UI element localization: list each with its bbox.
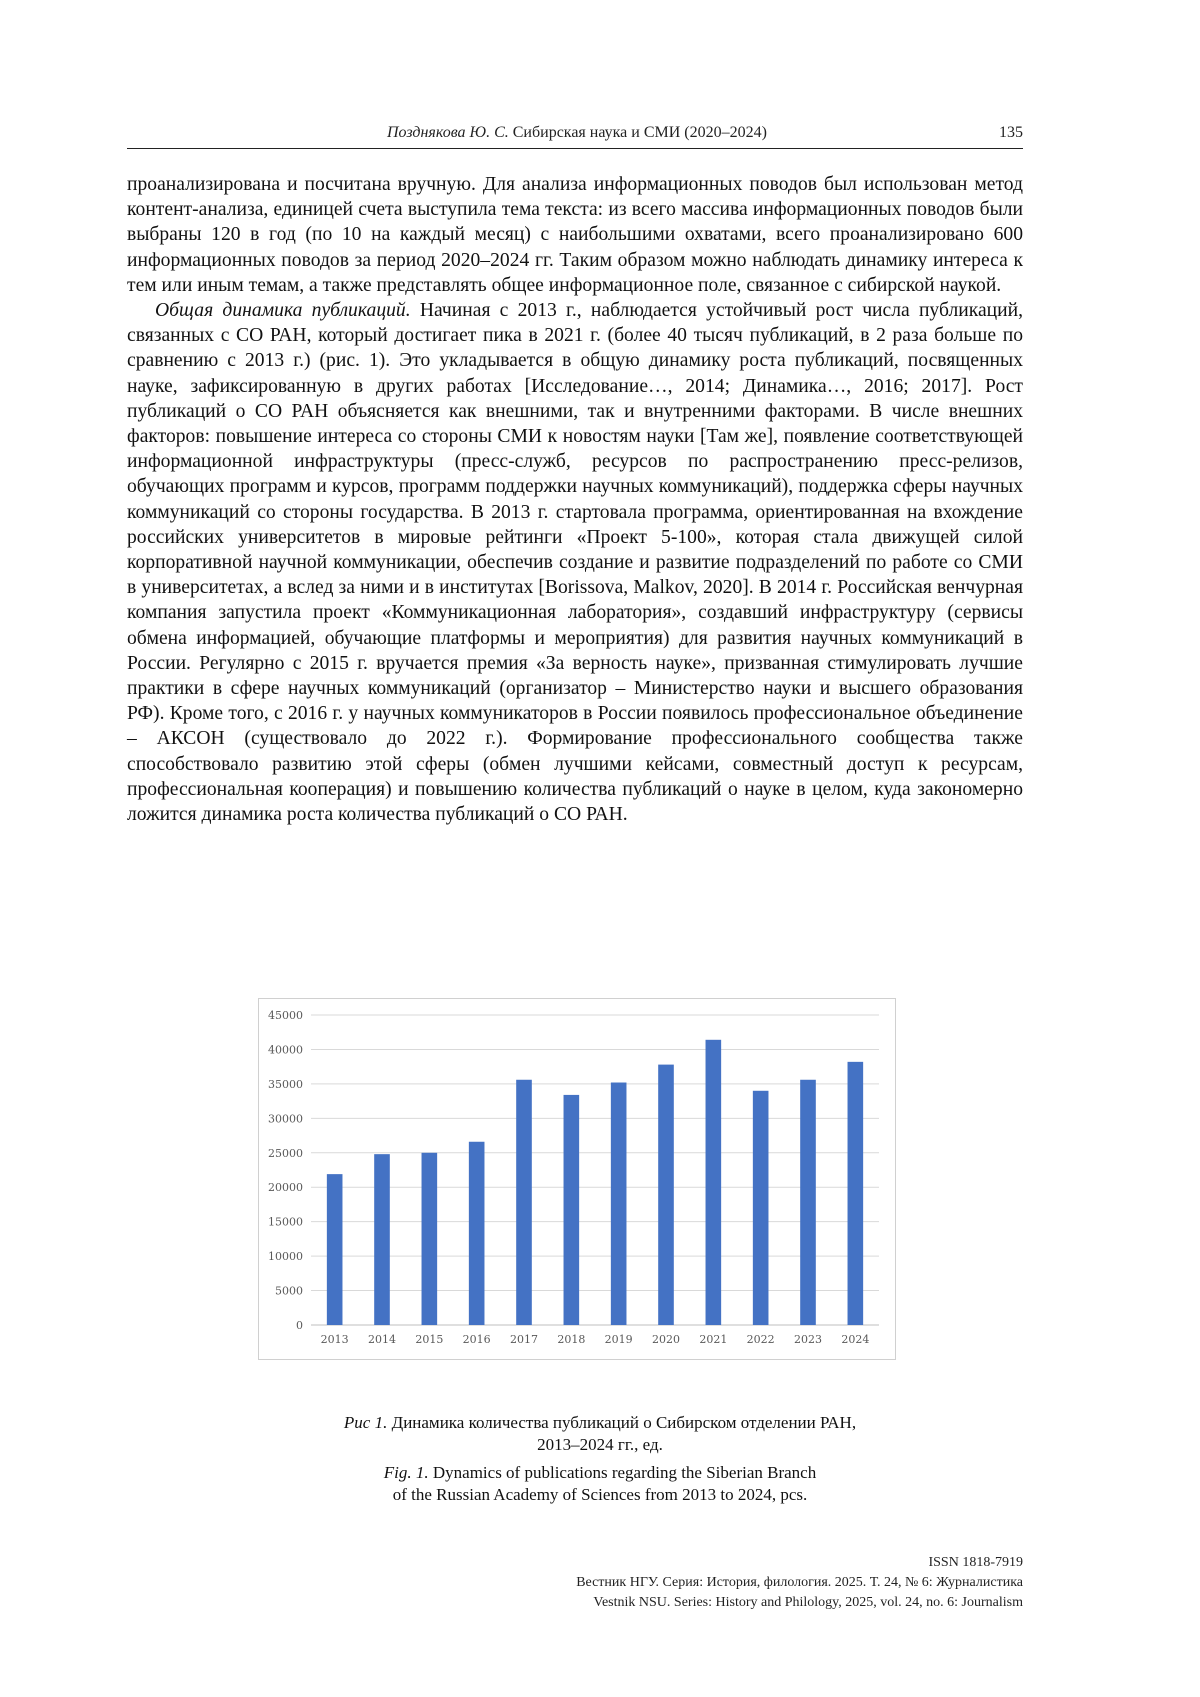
- x-tick-label-2018: 2018: [557, 1333, 586, 1346]
- y-tick-label-20000: 20000: [268, 1181, 303, 1195]
- y-tick-label-0: 0: [296, 1319, 303, 1332]
- running-header: [127, 122, 1023, 149]
- y-tick-label-10000: 10000: [268, 1250, 303, 1264]
- x-tick-label-2020: 2020: [652, 1333, 680, 1346]
- y-tick-label-25000: 25000: [268, 1146, 303, 1160]
- paragraph-2-lead: Общая динамика публикаций.: [155, 300, 411, 322]
- y-tick-label-15000: 15000: [268, 1215, 303, 1229]
- caption-en-label: Fig. 1.: [383, 1463, 429, 1482]
- y-tick-label-45000: 45000: [268, 1009, 303, 1022]
- x-tick-label-2015: 2015: [415, 1333, 444, 1346]
- caption-ru-line2: 2013–2024 гг., ед.: [537, 1435, 663, 1454]
- page-number: 135: [999, 124, 1023, 141]
- y-tick-label-35000: 35000: [268, 1077, 303, 1091]
- x-tick-label-2023: 2023: [794, 1333, 822, 1346]
- bar-2020: [658, 1065, 674, 1325]
- x-tick-label-2022: 2022: [746, 1333, 775, 1346]
- bar-2016: [469, 1142, 485, 1325]
- footer-journal-ru: Вестник НГУ. Серия: История, филология. 2025. Т. 24, № 6: Журналистика: [576, 1575, 1023, 1590]
- header-author: Позднякова Ю. С.: [387, 124, 509, 141]
- figure-1-chart: [258, 998, 896, 1360]
- caption-en-line1: Dynamics of publications regarding the Siberian Branch: [428, 1463, 817, 1482]
- bar-2013: [327, 1174, 343, 1325]
- paragraph-2: [127, 298, 1023, 827]
- x-tick-label-2019: 2019: [604, 1333, 633, 1346]
- caption-ru: [200, 1412, 1000, 1456]
- running-title: [387, 124, 767, 142]
- page-footer: [576, 1553, 1023, 1613]
- caption-ru-line1: Динамика количества публикаций о Сибирском отделении РАН,: [387, 1413, 857, 1432]
- y-tick-label-40000: 40000: [268, 1043, 303, 1057]
- body-text: [127, 172, 1023, 827]
- x-tick-label-2016: 2016: [462, 1333, 491, 1346]
- y-tick-label-5000: 5000: [275, 1284, 303, 1298]
- header-title: Сибирская наука и СМИ (2020–2024): [512, 124, 767, 141]
- x-tick-label-2014: 2014: [368, 1333, 396, 1346]
- bar-2021: [706, 1040, 722, 1325]
- footer-journal-en: Vestnik NSU. Series: History and Philology, 2025, vol. 24, no. 6: Journalism: [593, 1595, 1023, 1610]
- bar-2018: [564, 1095, 580, 1325]
- bar-2014: [374, 1154, 390, 1325]
- x-tick-label-2013: 2013: [320, 1333, 349, 1346]
- paragraph-2-text: Начиная с 2013 г., наблюдается устойчивый рост числа публикаций, связанных с СО РАН, который достигает пика в 2021 г. (более 40 тысяч публикаций, в 2 раза больше по сравнению с 2013 г.) (рис. 1). Это укладывается в общую динамику роста публикаций, посвященных науке, зафиксированную в других работах [Исследование…, 2014; Динамика…, 2016; 2017]. Рост публикаций о СО РАН объясняется как внешними, так и внутренними факторами. В числе внешних факторов: повышение интереса со стороны СМИ к новостям науки [Там же], появление соответствующей информационной инфраструктуры (пресс-служб, ресурсов по распространению пресс-релизов, обучающих программ и курсов, программ поддержки научных коммуникаций), поддержка сферы научных коммуникаций со стороны государства. В 2013 г. стартовала программа, ориентированная на вхождение российских университетов в мировые рейтинги «Проект 5-100», которая стала движущей силой корпоративной научной коммуникации, обеспечив создание и развитие подразделений по работе со СМИ в университетах, а вслед за ними и в институтах [Borissova, Malkov, 2020]. В 2014 г. Российская венчурная компания запустила проект «Коммуникационная лаборатория», создавший инфраструктуру (сервисы обмена информацией, обучающие платформы и мероприятия) для развития научных коммуникаций в России. Регулярно с 2015 г. вручается премия «За верность науке», призванная стимулировать лучшие практики в сфере научных коммуникаций (организатор – Министерство науки и высшего образования РФ). Кроме того, с 2016 г. у научных коммуникаторов в России появилось профессиональное объединение – АКСОН (существовало до 2022 г.). Формирование профессионального сообщества также способствовало развитию этой сферы (обмен лучшими кейсами, совместный доступ к ресурсам, профессиональная кооперация) и повышению количества публикаций о науке в целом, куда закономерно ложится динамика роста количества публикаций о СО РАН.: [127, 300, 1023, 826]
- bar-chart: [259, 999, 895, 1359]
- x-tick-label-2021: 2021: [699, 1333, 728, 1346]
- paragraph-1: проанализирована и посчитана вручную. Для анализа информационных поводов был использован метод контент-анализа, единицей счета выступила тема текста: из всего массива информационных поводов были выбраны 120 в год (по 10 на каждый месяц) с наибольшими охватами, всего проанализировано 600 информационных поводов за период 2020–2024 гг. Таким образом можно наблюдать динамику интереса к тем или иным темам, а также представлять общее информационное поле, связанное с сибирской наукой.: [127, 174, 1023, 296]
- bar-2024: [848, 1062, 864, 1325]
- x-tick-label-2017: 2017: [510, 1333, 538, 1346]
- figure-caption: [200, 1412, 1000, 1506]
- footer-issn: ISSN 1818-7919: [928, 1555, 1023, 1570]
- bar-2022: [753, 1091, 769, 1325]
- y-tick-label-30000: 30000: [268, 1112, 303, 1126]
- bar-2023: [800, 1080, 816, 1325]
- x-tick-label-2024: 2024: [841, 1333, 870, 1346]
- bar-2017: [516, 1080, 532, 1325]
- caption-en: [200, 1462, 1000, 1506]
- bar-2015: [422, 1153, 438, 1325]
- caption-en-line2: of the Russian Academy of Sciences from 2013 to 2024, pcs.: [392, 1485, 808, 1504]
- caption-ru-label: Рис 1.: [343, 1413, 388, 1432]
- bar-2019: [611, 1083, 627, 1325]
